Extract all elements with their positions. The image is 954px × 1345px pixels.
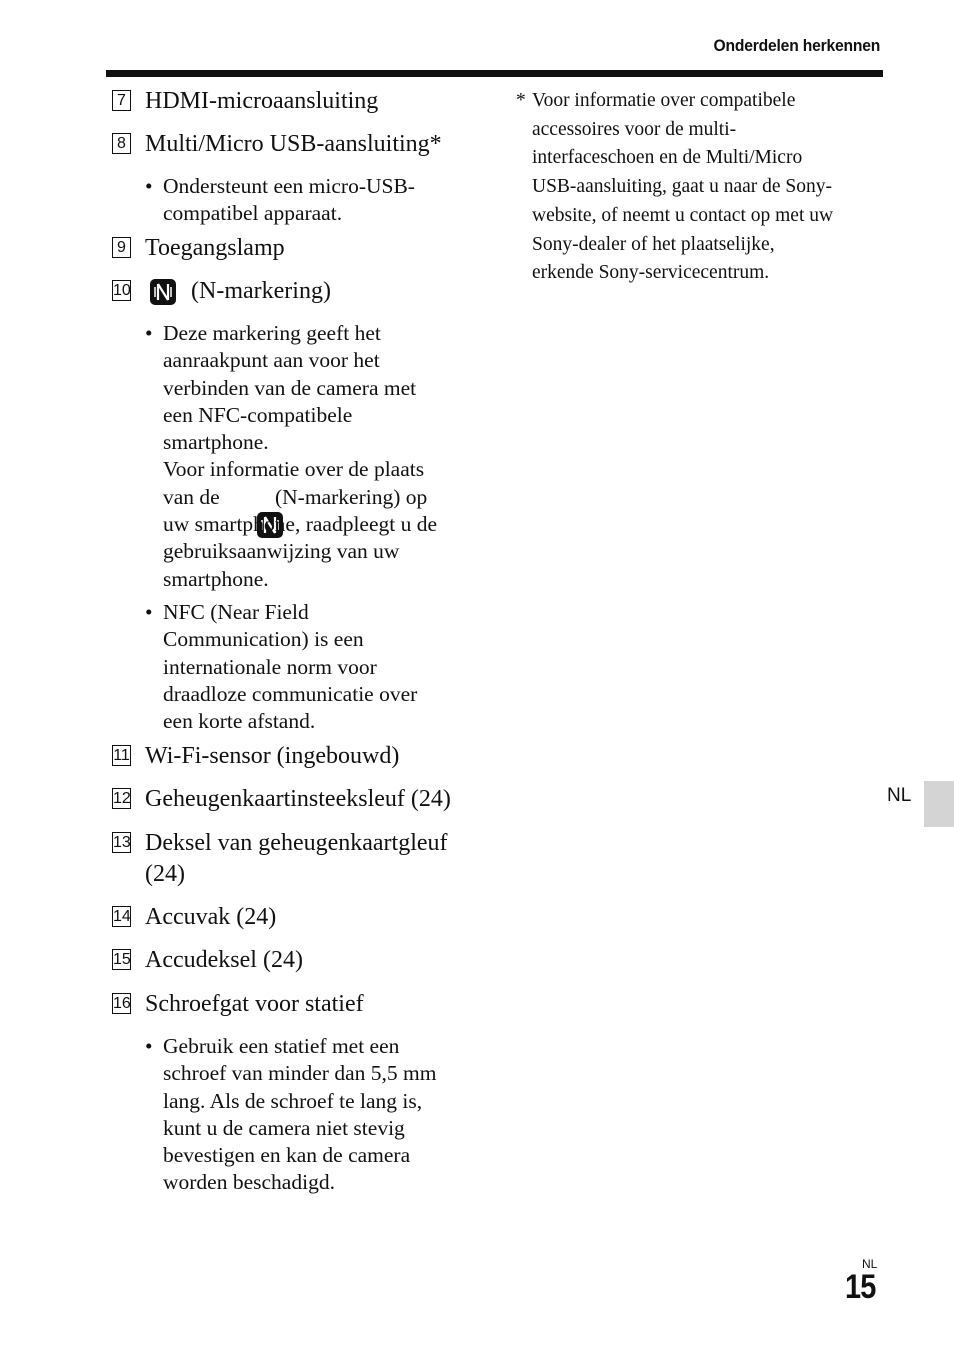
page-language: NL [862,1257,878,1271]
item-label: Schroefgat voor statief [145,991,364,1017]
bullet-text: Deze markering geeft het aanraakpunt aan voor het verbinden van de camera met een NFC-compatibele smartphone. Voor informatie over de plaats [163,321,425,482]
footnote-mark: * [516,90,526,111]
language-tab-label: NL [887,785,912,806]
item-label: HDMI-microaansluiting [145,88,379,114]
item-number: 8 [112,133,131,154]
bullet-text: Ondersteunt een micro-USB- compatibel apparaat. [163,174,415,226]
item-number: 15 [113,951,131,968]
item-label: Wi-Fi-sensor (ingebouwd) [145,743,400,769]
bullet-text: van de [163,485,220,509]
item-number: 13 [113,834,131,851]
item-number: 16 [113,995,131,1012]
page-number: 15 [845,1268,876,1306]
item-number: 11 [113,747,130,764]
item-number: 10 [113,282,131,299]
n-mark-icon [150,279,176,305]
footnote-text: Voor informatie over compatibele accessoires voor de multi- interfaceschoen en de Multi/Micro USB-aansluiting, gaat u naar de Sony- website, of neemt u contact op met uw Sony-dealer of het plaatselijke, erkende Sony-servicecentrum. [532,90,834,284]
item-label: Geheugenkaartinsteeksleuf (24) [145,786,451,812]
bullet-text: (N-markering) op [275,485,428,509]
item-label: Multi/Micro USB-aansluiting* [145,131,442,157]
header-rule [106,70,883,77]
item-label: Toegangslamp [145,235,285,261]
item-number: 12 [113,790,131,807]
item-label: Accuvak (24) [145,904,277,930]
item-number: 14 [113,908,131,925]
item-number: 7 [112,90,131,111]
section-title: Onderdelen herkennen [713,36,880,55]
item-number: 9 [112,237,131,258]
item-label: (N-markering) [191,278,331,304]
item-label: Deksel van geheugenkaartgleuf (24) [145,830,448,887]
item-label: Accudeksel (24) [145,947,303,973]
bullet-text: uw smartphone, raadpleegt u de gebruiksaanwijzing van uw smartphone. [163,512,438,591]
bullet-text: NFC (Near Field Communication) is een internationale norm voor draadloze communicatie over een korte afstand. [163,600,418,734]
language-tab [924,781,954,827]
bullet-text: Gebruik een statief met een schroef van minder dan 5,5 mm lang. Als de schroef te lang is, kunt u de camera niet stevig bevestigen en kan de camera worden beschadigd. [163,1034,437,1195]
